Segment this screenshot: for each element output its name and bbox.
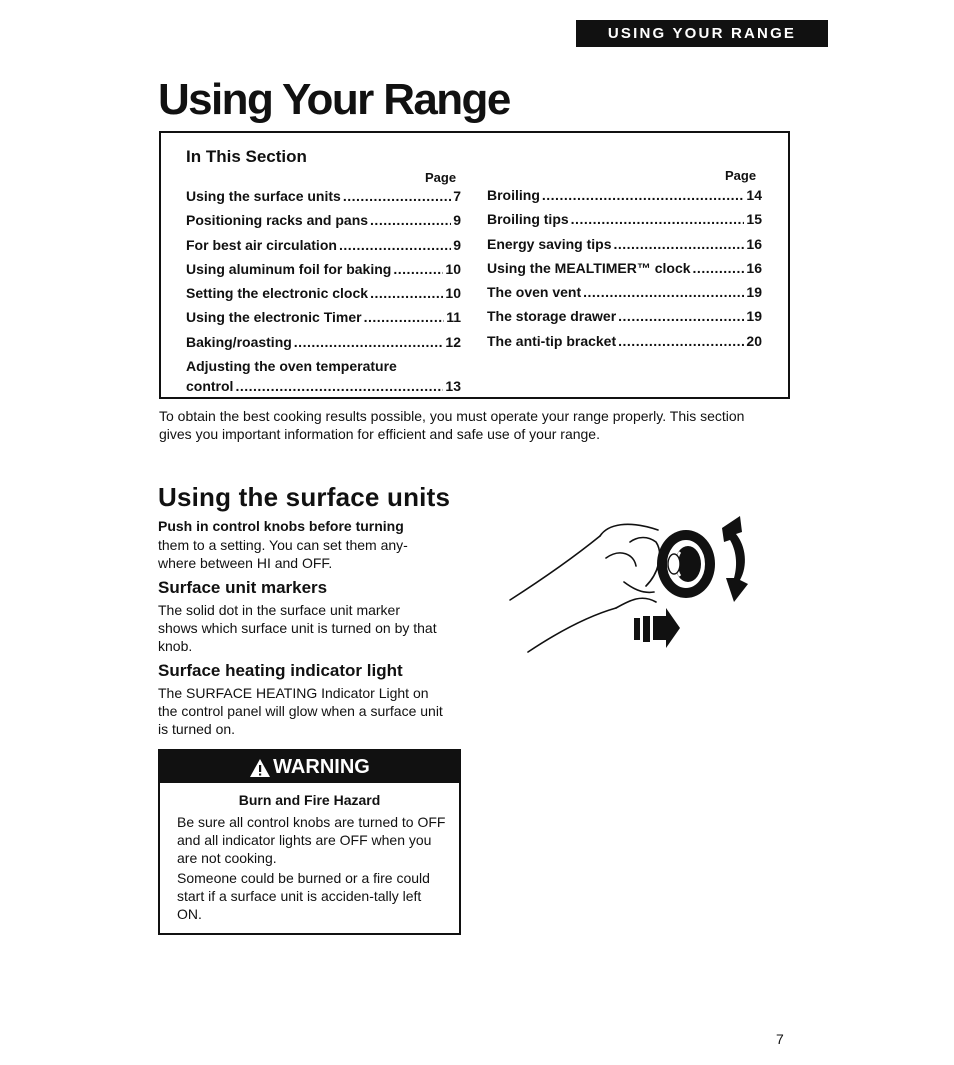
toc-entry[interactable]: The anti-tip bracket ..... 20 [487,331,762,355]
toc-entry[interactable]: Broiling ..... 14 [487,185,762,209]
header-tab: USING YOUR RANGE [576,20,828,47]
warning-text-2: Someone could be burned or a fire could start if a surface unit is acciden-tally left ON. [177,870,430,922]
toc-right-column [487,185,762,355]
markers-text: The solid dot in the surface unit marker shows which surface unit is turned on by that knob. [158,602,437,654]
toc-box [159,131,790,399]
warning-box [158,749,461,935]
warning-banner [160,751,459,783]
toc-entry[interactable]: Energy saving tips ..... 16 [487,234,762,258]
toc-entry[interactable]: Broiling tips ..... 15 [487,209,762,233]
warning-label: WARNING [273,756,370,778]
control-knob [657,530,715,598]
toc-left-column [186,186,461,396]
push-arrow-icon [634,608,680,648]
warning-subtitle: Burn and Fire Hazard [238,792,381,808]
toc-entry[interactable]: The storage drawer ..... 19 [487,306,762,330]
toc-page-label-left: Page [425,170,457,185]
warning-text-1: Be sure all control knobs are turned to OFF and all indicator lights are OFF when you are not cooking. [177,814,446,866]
toc-entry-multiline[interactable] [186,356,461,396]
toc-entry[interactable]: Using the electronic Timer ..... 11 [186,307,461,331]
section-title: Using the surface units [158,482,451,512]
toc-entry[interactable]: Baking/roasting ..... 12 [186,332,461,356]
toc-page-label-right: Page [725,168,757,183]
knob-illustration [508,512,764,658]
toc-entry-line2: control ..... 13 [186,376,461,396]
toc-entry[interactable]: For best air circulation ..... 9 [186,235,461,259]
rotate-arrow-icon [722,516,748,602]
indicator-text: The SURFACE HEATING Indicator Light on the control panel will glow when a surface unit is turned on. [158,685,443,737]
toc-entry[interactable]: Setting the electronic clock ..... 10 [186,283,461,307]
toc-entry[interactable]: Positioning racks and pans ..... 9 [186,210,461,234]
toc-entry[interactable]: The oven vent ..... 19 [487,282,762,306]
warning-triangle-icon [249,758,271,778]
push-knobs-text: them to a setting. You can set them any-where between HI and OFF. [158,537,408,571]
toc-heading: In This Section [186,147,307,166]
intro-paragraph: To obtain the best cooking results possible, you must operate your range properly. This section gives you important information for efficient and safe use of your range. [159,408,745,442]
page-title: Using Your Range [158,75,510,124]
toc-entry[interactable]: Using the MEALTIMER™ clock ..... 16 [487,258,762,282]
indicator-heading: Surface heating indicator light [158,661,403,680]
toc-entry-line1: Adjusting the oven temperature [186,358,397,375]
toc-entry[interactable]: Using the surface units ..... 7 [186,186,461,210]
markers-heading: Surface unit markers [158,578,328,597]
page-number: 7 [776,1031,784,1047]
push-knobs-lead: Push in control knobs before turning [158,518,404,534]
toc-entry[interactable]: Using aluminum foil for baking ..... 10 [186,259,461,283]
